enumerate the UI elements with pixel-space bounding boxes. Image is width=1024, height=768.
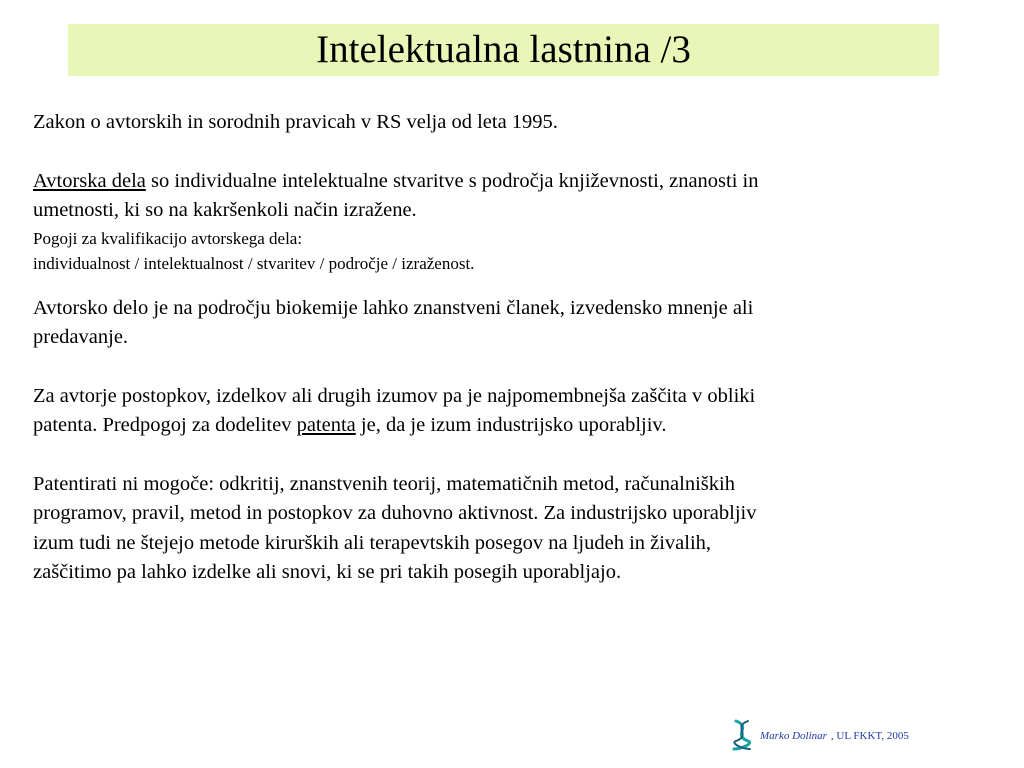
footer <box>728 720 909 752</box>
dna-helix-icon <box>728 719 756 754</box>
paragraph-law: Zakon o avtorskih in sorodnih pravicah v RS velja od leta 1995. <box>33 111 558 133</box>
dna-helix-svg <box>728 719 756 751</box>
title-bar <box>68 24 939 76</box>
spacer <box>33 353 993 382</box>
footer-author: Marko Dolinar <box>760 730 827 742</box>
paragraph-patent-text-a: patenta. Predpogoj za dodelitev <box>33 414 297 436</box>
footer-affiliation: , UL FKKT, 2005 <box>830 730 909 742</box>
paragraph-patent-line2 <box>33 411 993 441</box>
paragraph-not-patentable-line2: programov, pravil, metod in postopkov za duhovno aktivnost. Za industrijsko uporabljiv <box>33 502 757 524</box>
conditions-heading: Pogoji za kvalifikacijo avtorskega dela: <box>33 228 303 248</box>
conditions-list: individualnost / intelektualnost / stvaritev / področje / izraženost. <box>33 253 475 273</box>
paragraph-copyright-works <box>33 167 993 197</box>
paragraph-patent-line1: Za avtorje postopkov, izdelkov ali drugih izumov pa je najpomembnejša zaščita v obliki <box>33 384 756 407</box>
spacer <box>33 441 993 470</box>
paragraph-not-patentable-line4: zaščitimo pa lahko izdelke ali snovi, ki se pri takih posegih uporabljajo. <box>33 561 622 583</box>
paragraph-not-patentable-line1: Patentirati ni mogoče: odkritij, znanstvenih teorij, matematičnih metod, računalniških <box>33 472 735 495</box>
paragraph-not-patentable-line3: izum tudi ne štejejo metode kirurških ali terapevtskih posegov na ljudeh in živalih, <box>33 531 712 554</box>
link-patenta[interactable]: patenta <box>296 414 356 436</box>
paragraph-patent-text-b: je, da je izum industrijsko uporabljiv. <box>355 414 667 436</box>
paragraph-copyright-works-line2: umetnosti, ki so na kakršenkoli način izražene. <box>33 199 417 221</box>
paragraph-biochem-line2: predavanje. <box>33 326 129 348</box>
link-avtorska-dela[interactable]: Avtorska dela <box>33 169 146 192</box>
spacer <box>33 276 993 294</box>
paragraph-biochem-line1: Avtorsko delo je na področju biokemije lahko znanstveni članek, izvedensko mnenje ali <box>33 296 754 319</box>
spacer <box>33 138 993 167</box>
paragraph-copyright-works-line1: so individualne intelektualne stvaritve s področja književnosti, znanosti in <box>145 169 759 192</box>
slide-body <box>33 108 993 588</box>
slide-title: Intelektualna lastnina /3 <box>316 28 691 71</box>
